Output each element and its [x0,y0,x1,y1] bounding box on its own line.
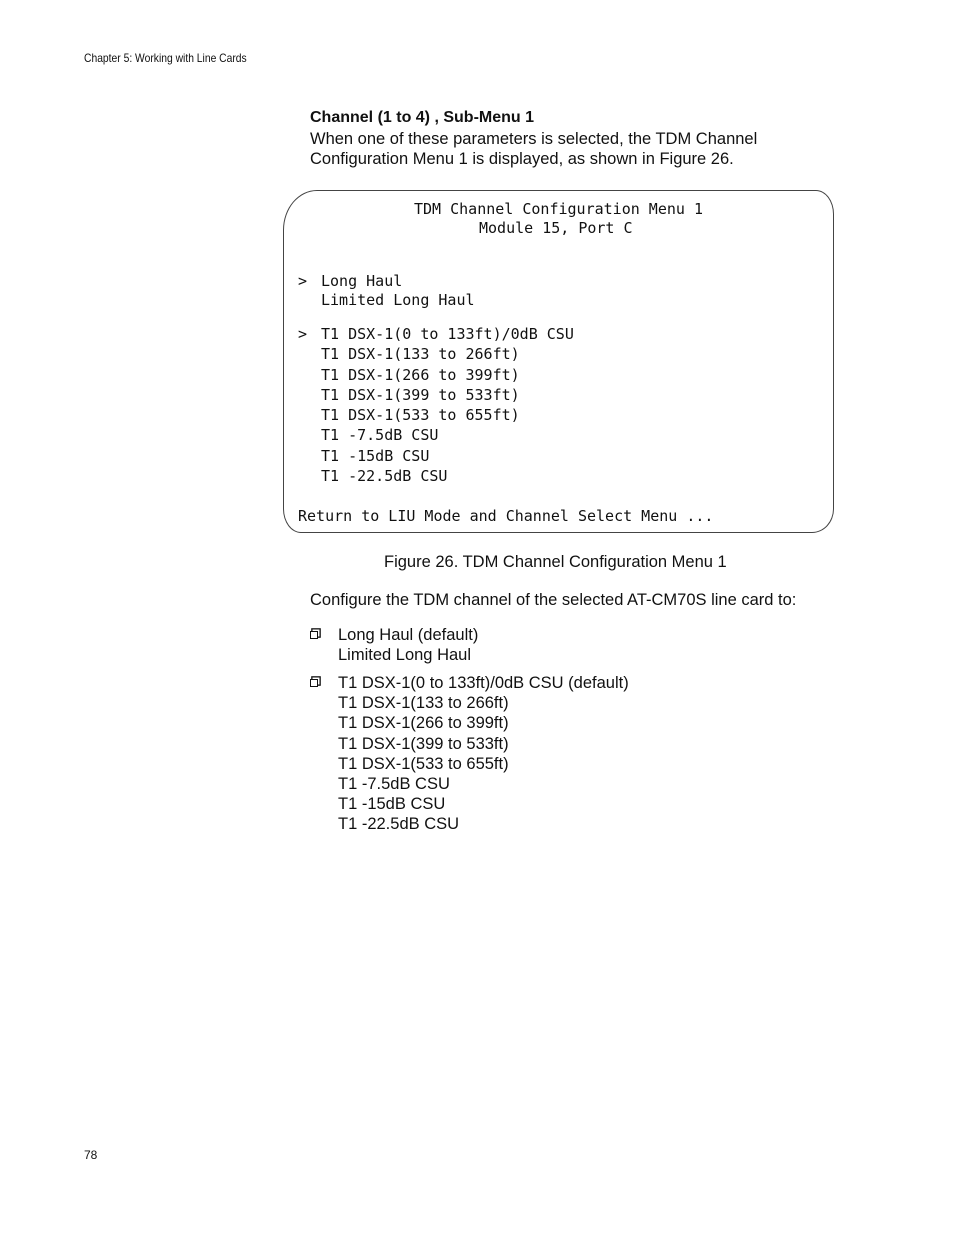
bullet-line: T1 -7.5dB CSU [338,775,450,794]
checkbox-bullet-icon [310,679,318,687]
config-intro: Configure the TDM channel of the selected AT-CM70S line card to: [310,591,797,609]
bullet-line: Long Haul (default) [338,626,479,644]
bullet-line: T1 -22.5dB CSU [338,815,460,834]
menu-option-limited-long-haul: Limited Long Haul [321,291,475,309]
menu-option-line-4: T1 DSX-1(533 to 655ft) [321,406,520,424]
figure-caption: Figure 26. TDM Channel Configuration Menu 1 [384,553,727,571]
menu-option-line-0: T1 DSX-1(0 to 133ft)/0dB CSU [321,325,574,343]
page-number: 78 [84,1148,98,1162]
menu-option-return: Return to LIU Mode and Channel Select Menu ... [298,507,714,525]
menu-title: TDM Channel Configuration Menu 1 [414,200,703,218]
bullet-line: T1 DSX-1(266 to 399ft) [338,714,509,733]
intro-line-2: Configuration Menu 1 is displayed, as shown in Figure 26. [310,150,734,168]
menu-option-line-1: T1 DSX-1(133 to 266ft) [321,345,520,363]
bullet-line: T1 -15dB CSU [338,795,446,814]
bullet-line: T1 DSX-1(0 to 133ft)/0dB CSU (default) [338,674,629,692]
checkbox-bullet-icon [310,631,318,639]
line-selection-marker: > [298,325,308,343]
bullet-line: Limited Long Haul [338,646,471,665]
running-header: Chapter 5: Working with Line Cards [84,51,247,65]
bullet-lines [338,625,478,665]
haul-selection-marker: > [298,272,308,290]
menu-option-long-haul: Long Haul [321,272,403,290]
menu-option-line-5: T1 -7.5dB CSU [321,426,439,444]
menu-option-line-7: T1 -22.5dB CSU [321,467,448,485]
bullet-line: T1 DSX-1(399 to 533ft) [338,734,509,753]
intro-line-1: When one of these parameters is selected, the TDM Channel [310,130,758,148]
section-body [310,108,870,169]
menu-option-line-2: T1 DSX-1(266 to 399ft) [321,366,520,384]
section-heading: Channel (1 to 4) , Sub-Menu 1 [310,109,535,126]
menu-subtitle: Module 15, Port C [479,219,633,237]
bullet-line: T1 DSX-1(533 to 655ft) [338,754,509,773]
bullet-lines [338,673,629,835]
bullet-line: T1 DSX-1(133 to 266ft) [338,694,509,713]
menu-option-line-6: T1 -15dB CSU [321,447,430,465]
menu-option-line-3: T1 DSX-1(399 to 533ft) [321,386,520,404]
